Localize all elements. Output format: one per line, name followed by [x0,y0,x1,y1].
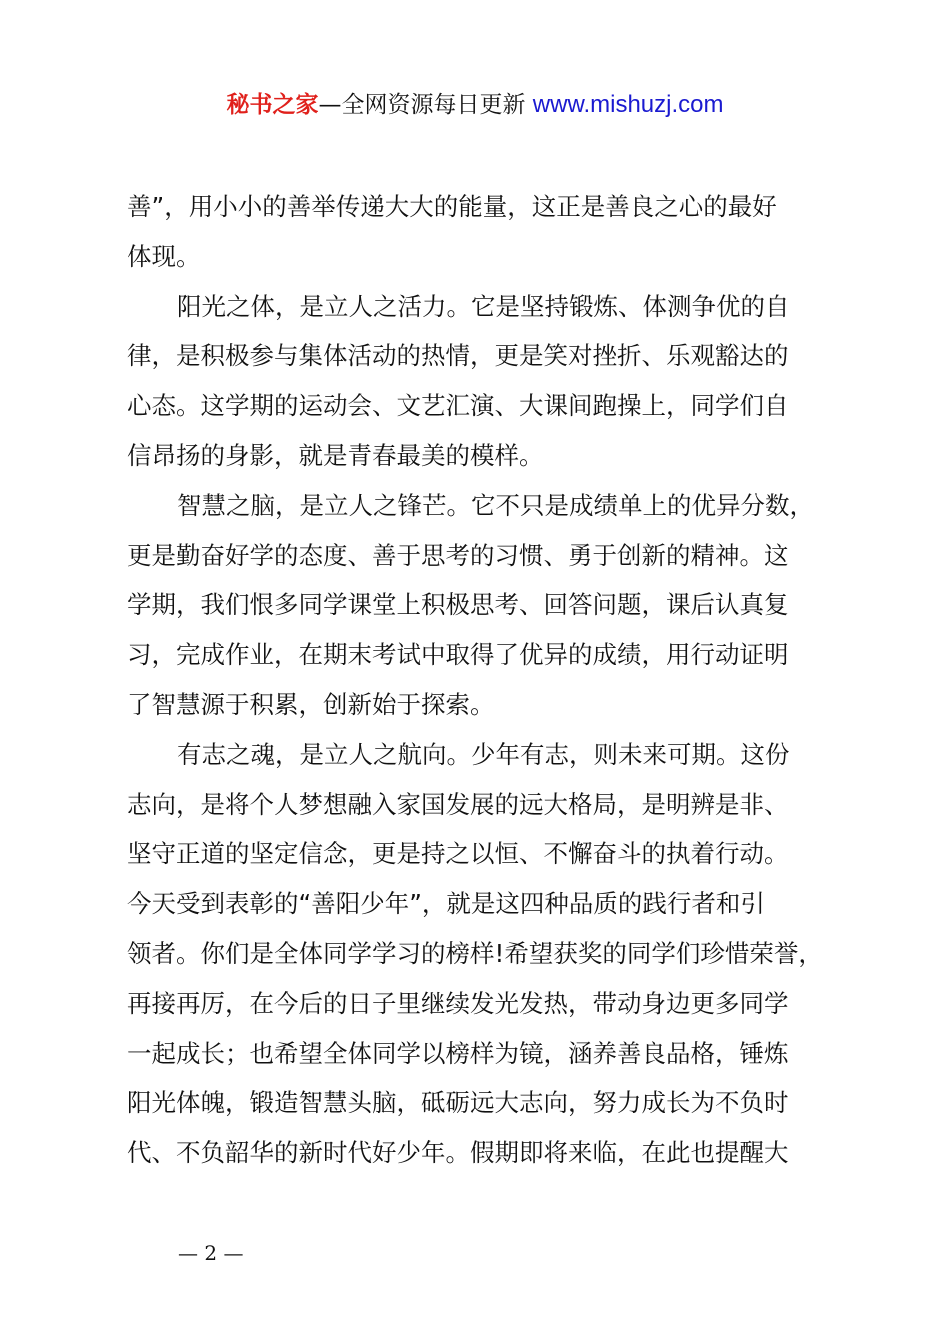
text-line: 阳光体魄，锻造智慧头脑，砥砺远大志向，努力成长为不负时 [127,1088,789,1118]
text-line: 善”，用小小的善举传递大大的能量，这正是善良之心的最好 [127,192,777,221]
text-line: 志向，是将个人梦想融入家国发展的远大格局，是明辨是非、 [127,789,789,819]
text-line: 学期，我们恨多同学课堂上积极思考、回答问题，课后认真复 [127,590,789,620]
text-line: 代、不负韶华的新时代好少年。假期即将来临，在此也提醒大 [127,1138,789,1168]
text-line: 坚守正道的坚定信念，更是持之以恒、不懈奋斗的执着行动。 [127,839,789,869]
text-line: 今天受到表彰的“善阳少年”，就是这四种品质的践行者和引 [127,889,765,919]
site-url: www.mishuzj.com [532,91,724,118]
paragraph-start-line: 有志之魂，是立人之航向。少年有志，则未来可期。这份 [177,739,790,769]
text-line: 再接再厉，在今后的日子里继续发光发热，带动身边更多同学 [127,988,789,1018]
text-line: 心态。这学期的运动会、文艺汇演、大课间跑操上，同学们自 [127,391,789,421]
text-line: 体现。 [127,241,201,271]
text-line: 信昂扬的身影，就是青春最美的模样。 [127,440,544,470]
paragraph-start-line: 智慧之脑，是立人之锋芒。它不只是成绩单上的优异分数， [177,490,814,520]
text-line: 领者。你们是全体同学学习的榜样!希望获奖的同学们珍惜荣誉， [127,938,823,968]
page-number: — 2 — [178,1241,244,1265]
document-body [127,182,857,1178]
brand-name: 秘书之家 [226,92,319,118]
text-line: 更是勤奋好学的态度、善于思考的习惯、勇于创新的精神。这 [127,540,789,570]
text-line: 律，是积极参与集体活动的热情，更是笑对挫折、乐观豁达的 [127,341,789,371]
text-line: 了智慧源于积累，创新始于探索。 [127,689,495,719]
site-header [0,88,950,122]
text-line: 习，完成作业，在期末考试中取得了优异的成绩，用行动证明 [127,640,789,670]
paragraph-start-line: 阳光之体，是立人之活力。它是坚持锻炼、体测争优的自 [177,291,790,321]
header-slogan: —全网资源每日更新 [318,92,526,118]
text-line: 一起成长；也希望全体同学以榜样为镜，涵养善良品格，锤炼 [127,1038,789,1068]
